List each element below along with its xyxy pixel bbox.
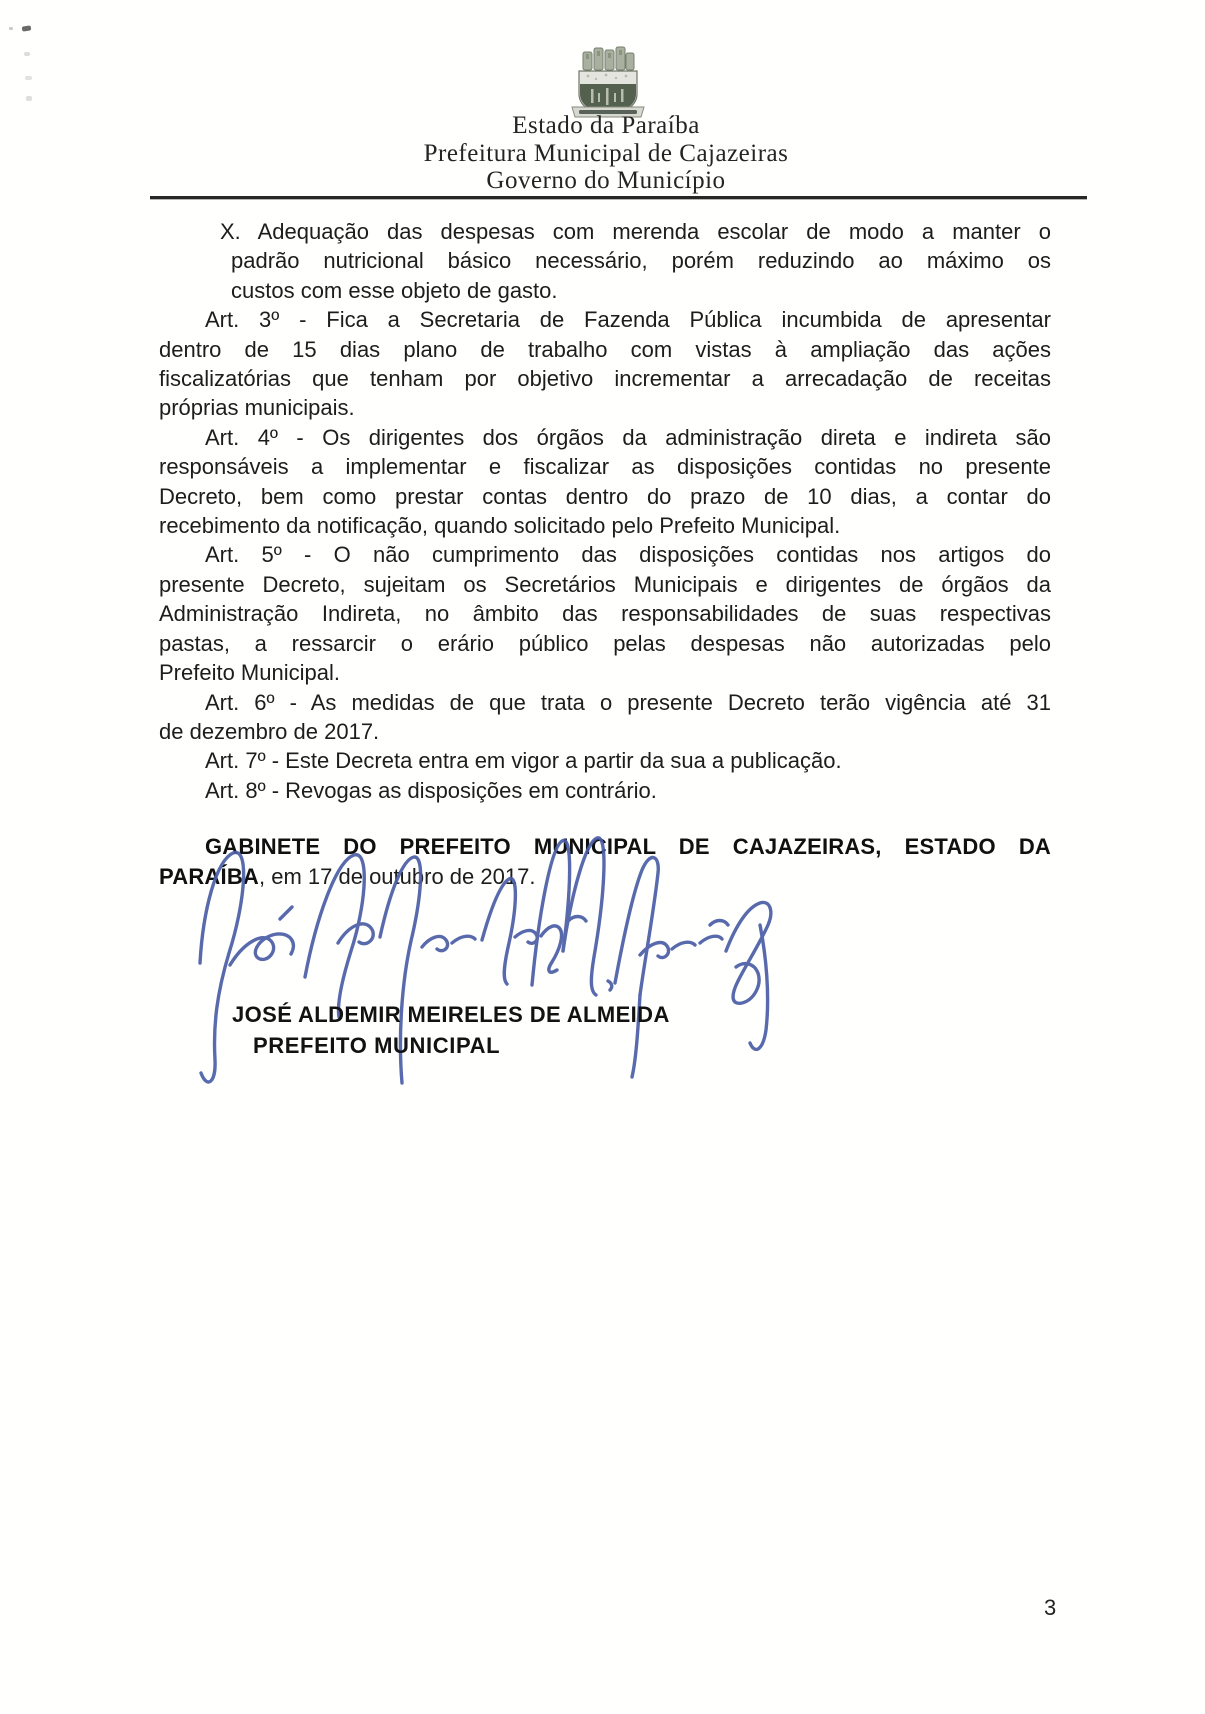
text-line: de dezembro de 2017. — [159, 718, 380, 744]
document-body — [159, 217, 1051, 891]
letterhead-municipality: Prefeitura Municipal de Cajazeiras — [423, 139, 789, 167]
text-line: Art. 4º - Os dirigentes dos órgãos da administração direta e indireta são — [205, 424, 1051, 450]
text-line: próprias municipais. — [159, 395, 355, 421]
text-line: fiscalizatórias que tenham por objetivo incrementar a arrecadação de receitas — [159, 366, 1051, 392]
article-5 — [159, 540, 1051, 687]
signer-name: JOSÉ ALDEMIR MEIRELES DE ALMEIDA — [232, 1002, 670, 1027]
text-line — [159, 862, 1051, 891]
text-line: Art. 3º - Fica a Secretaria de Fazenda Pública incumbida de apresentar — [205, 307, 1051, 333]
text-line: responsáveis a implementar e fiscalizar as disposições contidas no presente — [159, 454, 1051, 480]
text-line: Administração Indireta, no âmbito das responsabilidades de suas respectivas — [159, 601, 1051, 627]
text-line: padrão nutricional básico necessário, porém reduzindo ao máximo os — [231, 248, 1051, 274]
text-line: dentro de 15 dias plano de trabalho com vistas à ampliação das ações — [159, 336, 1051, 362]
text-line: Prefeito Municipal. — [159, 660, 340, 686]
article-6 — [159, 688, 1051, 747]
text-line: pastas, a ressarcir o erário público pelas despesas não autorizadas pelo — [159, 630, 1051, 656]
scan-artifact — [25, 76, 32, 80]
text-line: Art. 7º - Este Decreta entra em vigor a partir da sua a publicação. — [205, 748, 842, 774]
text-line: Decreto, bem como prestar contas dentro do prazo de 10 dias, a contar do — [159, 483, 1051, 509]
letterhead-government: Governo do Município — [486, 167, 726, 194]
article-4 — [159, 423, 1051, 541]
item-x — [159, 217, 1051, 305]
signer-title: PREFEITO MUNICIPAL — [253, 1033, 501, 1058]
article-3 — [159, 305, 1051, 423]
page-number: 3 — [1044, 1595, 1057, 1620]
text-line: Art. 5º - O não cumprimento das disposições contidas nos artigos do — [205, 542, 1051, 568]
closing-bold-line: GABINETE DO PREFEITO MUNICIPAL DE CAJAZEIRAS, ESTADO DA — [205, 834, 1051, 860]
scan-artifact — [26, 96, 32, 101]
text-line: custos com esse objeto de gasto. — [231, 277, 558, 303]
closing-bold-word: PARAÍBA — [159, 863, 259, 889]
letterhead-state: Estado da Paraíba — [512, 112, 700, 139]
closing-paragraph — [159, 832, 1051, 891]
article-8 — [159, 776, 1051, 805]
article-7 — [159, 746, 1051, 775]
text-line: presente Decreto, sujeitam os Secretários Municipais e dirigentes de órgãos da — [159, 571, 1051, 597]
text-line: Art. 6º - As medidas de que trata o presente Decreto terão vigência até 31 — [205, 689, 1051, 715]
text-line: X. Adequação das despesas com merenda escolar de modo a manter o — [220, 219, 1051, 244]
scan-artifact — [22, 25, 32, 31]
letterhead — [150, 112, 1062, 195]
text-line — [159, 832, 1051, 861]
text-line: Art. 8º - Revogas as disposições em contrário. — [205, 777, 657, 803]
closing-date: , em 17 de outubro de 2017. — [259, 863, 536, 889]
scan-artifact — [9, 27, 13, 30]
text-line: recebimento da notificação, quando solicitado pelo Prefeito Municipal. — [159, 513, 841, 539]
paragraphs — [159, 217, 1051, 805]
scan-artifact — [24, 52, 30, 56]
header-divider — [150, 196, 1087, 199]
